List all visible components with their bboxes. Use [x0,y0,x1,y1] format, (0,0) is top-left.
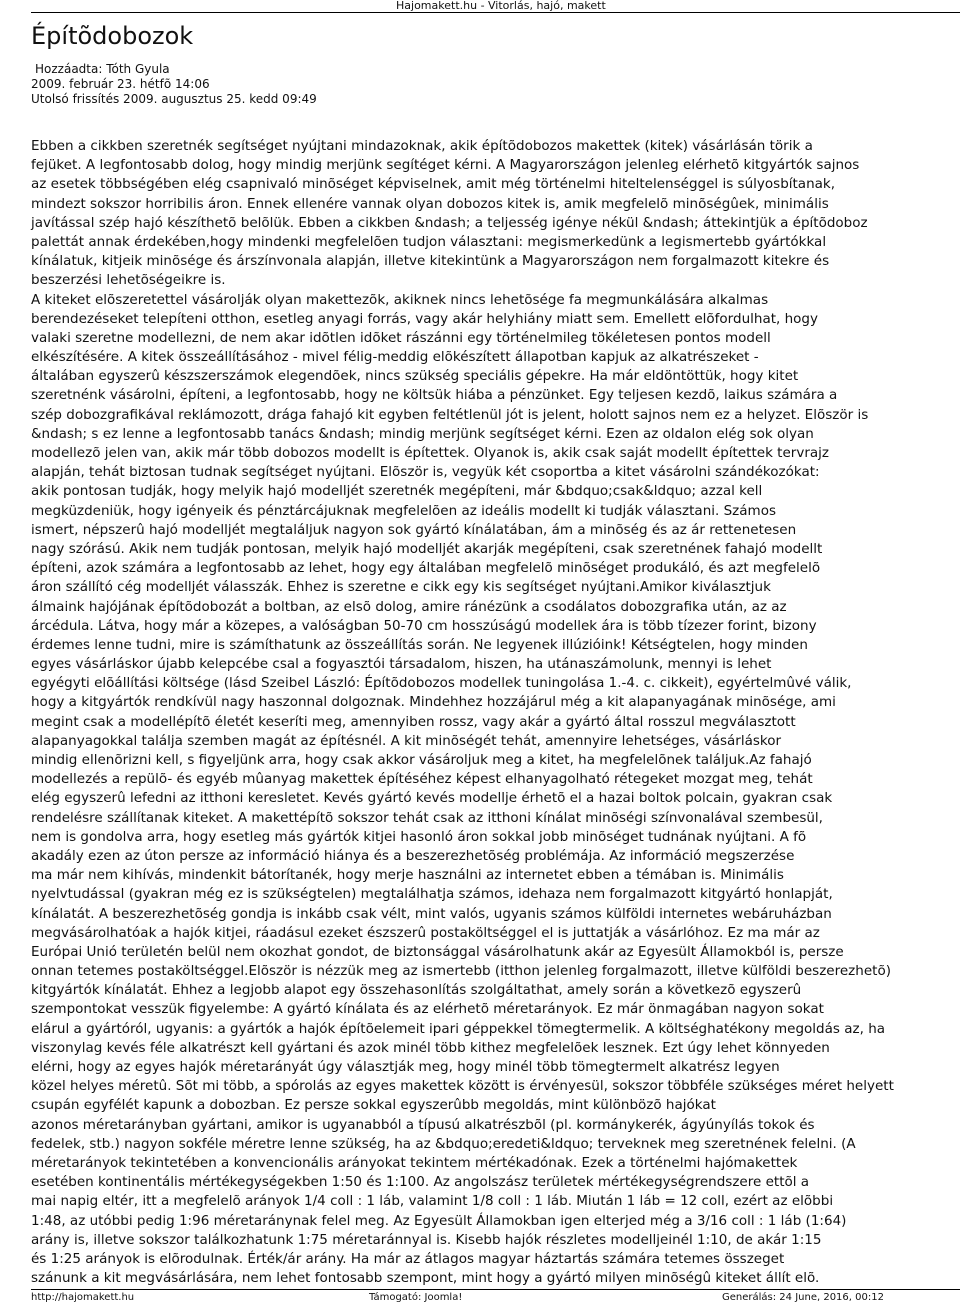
article-line: kínálatát. A beszerezhetõség gondja is inkább csak vélt, mint valós, ugyanis számos külföldi internetes webáruházban [31,905,832,922]
article-line: megint csak a modellépítõ életét keseríti meg, amennyiben rossz, vagy akár a gyártó által rosszul megválasztott [31,713,796,730]
article-created-date: 2009. február 23. hétfõ 14:06 [31,77,210,91]
article-line: &ndash; s ez lenne a legfontosabb tanács &ndash; mindig merjünk segítséget kérni. Ezen az oldalon elég sok olyan [31,425,814,442]
article-line: áron szállító cég modelljét válasszák. Ehhez is szeretne e cikk egy kis segítséget nyújtani.Amikor kiválasztjuk [31,579,771,596]
article-line: szánunk a kit megvásárlására, nem lehet fontosabb szempont, mint hogy a gyártó milyen minõségû kiteket állít elõ. [31,1270,820,1287]
article-line: Ebben a cikkben szeretnék segítséget nyújtani mindazoknak, akik építõdobozos makettek (kitek) vásárlásán törik a [31,138,813,154]
article-line: hogy a kitgyártók rendkívül nagy haszonnal dolgoznak. Mindehhez hozzájárul még a kit alapanyagának minõsége, ami [31,694,836,711]
site-header: Hajomakett.hu - Vitorlás, hajó, makett [396,0,606,12]
article-updated-date: Utolsó frissítés 2009. augusztus 25. kedd 09:49 [31,92,317,106]
article-line: egyes vásárláskor újabb kelepcébe csal a fogyasztói társadalom, hiszen, ha utánaszámolunk, mennyi is lehet [31,656,772,673]
article-line: általában egyszerû készszerszámok elegendõek, nincs szükség speciális gépekre. Ha már eldöntöttük, hogy kitet [31,368,799,385]
article-line: fejüket. A legfontosabb dolog, hogy mindig merjünk segítéget kérni. A Magyarországon jelenleg elérhetõ kitgyártók sajnos [31,157,860,174]
article-title: Építõdobozok [31,22,194,50]
article-line: elkészítésére. A kitek összeállításához - mivel félig-meddig elõkészített állapotban kapjuk az alkatrészeket - [31,349,759,366]
article-line: fedelek, stb.) nagyon sokféle méretre lenne szükség, ha az &bdquo;eredeti&ldquo; terveknek meg szeretnének felelni. (A [31,1135,856,1152]
article-line: akadály ezen az úton persze az információ hiánya és a beszerezhetõség problémája. Az információ megszerzése [31,847,795,864]
article-line: mai napig eltér, itt a megfelelõ arányok 1/4 coll : 1 láb, valamint 1/8 coll : 1 láb. Miután 1 láb = 12 coll, ezért az elõbbi [31,1193,834,1210]
article-line: megküzdeniük, hogy igényeik és pénztárcájuknak megfelelõen az ideális modellt ki tudják választani. Számos [31,502,777,519]
article-line: ma már nem kihívás, mindenkit bátorítanék, hogy merje használni az internetet ebben a témában is. Minimális [31,867,784,884]
header-rule [31,12,960,13]
article-line: méretarányok tekintetében a konvencionális arányokat tekintem mértékadónak. Ezek a történelmi hajómakettek [31,1154,798,1171]
article-line: elég egyszerû lefedni az itthoni keresletet. Kevés gyártó kevés modellje érhetõ el a hazai boltok polcain, gyakran csak [31,790,833,807]
article-line: nyelvtudással (gyakran még ez is szükségtelen) megtalálhatja számos, idehaza nem forgalmazott kitgyártó honlapját, [31,886,833,903]
article-line: mindig ellenõrizni kell, s figyeljünk arra, hogy csak akkor vásároljuk meg a kitet, ha megfelelõnek találjuk.Az fahajó [31,752,812,768]
article-line: esetében kontinentális mértékegységekben 1:50 és 1:100. Az angolszász területek mértékegységrendszere ettõl a [31,1174,810,1191]
article-line: modellezõ jelen van, akik már több dobozos modellt is építettek. Olyanok is, akik csak saját modellt építettek tervrajz [31,445,830,461]
article-line: berendezéseket telepíteni otthon, esetleg anyagi forrás, vagy akár helyhiány miatt sem. Emellett elõfordulhat, hogy [31,310,819,327]
article-line: megvásárolhatóak a hajók kitjei, ráadásul ezeket észszerû postaköltséggel el is juttatják a vásárlóhoz. Ez ma már az [31,924,820,941]
article-line: szempontokat vesszük figyelembe: A gyártó kínálata és az elérhetõ méretarányok. Ez már önmagában nagyon sokat [31,1001,824,1018]
article-line: beszerzési lehetõségeikre is. [31,272,226,289]
article-line: rendelésre szállítanak kiteket. A makettépítõ sokszor tehát csak az itthoni kínálat minõségi színvonalával szembesül, [31,809,823,826]
article-line: viszonylag kevés féle alkatrészt kell gyártani és azok minél több kithez megfelelõek lesznek. Ezt úgy lehet könnyeden [31,1039,830,1056]
footer-generated: Generálás: 24 June, 2016, 00:12 [722,1292,884,1303]
article-line: alapanyagokkal találja szemben magát az építésnél. A kit minõségét tehát, amennyire lehetséges, vásárláskor [31,732,782,749]
article-line: Európai Unió területén belül nem okozhat gondot, de biztonsággal vásárolhatunk akár az Egyesült Államokból is, persze [31,943,844,960]
article-line: akik pontosan tudják, hogy melyik hajó modelljét szeretnék megépíteni, már &bdquo;csak&ldquo; azzal kell [31,483,763,500]
article-line: az esetek többségében elég csapnivaló minõséget képviselnek, amit még történelmi hiteltelenséggel is súlyosbítanak, [31,176,836,193]
article-line: arány is, illetve sokszor találkozhatunk 1:75 méretaránnyal is. Kisebb hajók részletes modelljeinél 1:10, de akár 1:15 [31,1231,822,1248]
article-line: javítással szép hajó készíthetõ belõlük. Ebben a cikkben &ndash; a teljesség igénye nékül &ndash; áttekintjük a építõdoboz [31,214,868,231]
article-line: 1:48, az utóbbi pedig 1:96 méretaránynak felel meg. Az Egyesült Államokban igen elterjed még a 3/16 coll : 1 láb (1:64) [31,1212,847,1229]
article-line: azonos méretarányban gyártani, amikor is ugyanabból a típusú alkatrészbõl (pl. kormánykerék, ágyúnyílás tokok és [31,1116,815,1133]
article-line: onnan tetemes postaköltséggel.Elõször is nézzük meg az ismertebb (itthon jelenleg forgalmazott, illetve külföldi beszerezhetõ) [31,963,891,980]
footer-url: http://hajomakett.hu [31,1292,135,1303]
article-line: árcédula. Látva, hogy már a közepes, a valóságban 50-70 cm hosszúságú modellek ára is több tízezer forint, bizony [31,617,817,634]
article-line: érdemes lenne tudni, mire is számíthatunk az összeállítás során. Ne legyenek illúzióink! Kétségtelen, hogy minden [31,636,808,653]
page-footer [31,1289,960,1303]
article-line: palettát annak érdekében,hogy mindenki megfelelõen tudjon választani: megismerkedünk a legismertebb gyártókkal [31,233,827,250]
article-line: alapján, tehát biztosan tudnak segítséget nyújtani. Elõször is, vegyük két csoportba a kitet vásárolni szándékozókat: [31,464,820,481]
article-body [31,137,960,1288]
article-line: valaki szeretne modellezni, de nem akar idõtlen idõket rászánni egy történelmileg tökéletesen pontos modell [31,329,771,346]
article-line: kitgyártók kínálatát. Ehhez a legjobb alapot egy összehasonlítás szolgáltathat, amely során a következõ egyszerû [31,982,802,999]
article-line: álmaink hajójának építõdobozát a boltban, az elsõ dolog, amire ránézünk a csodálatos dobozgrafika után, az az [31,598,787,615]
article-line: és 1:25 arányok is elõrodulnak. Érték/ár arány. Ha már az átlagos magyar háztartás számára tetemes összeget [31,1250,785,1267]
footer-sponsor: Támogató: Joomla! [369,1292,463,1303]
article-line: nem is gondolva arra, hogy esetleg más gyártók kitjei hasonló áron sokkal jobb minõséget tudnának nyújtani. A fõ [31,828,807,845]
article-line: közel helyes méretû. Sõt mi több, a spórolás az egyes makettek között is érvényesül, sokszor többféle szükséges méret helyett [31,1078,894,1095]
article-meta [31,62,317,107]
article-line: csupán egyfélét kapunk a dobozban. Ez persze sokkal egyszerûbb megoldás, mint különbözõ hajókat [31,1097,716,1114]
article-author: Hozzáadta: Tóth Gyula [35,62,170,76]
article-line: modellezés a repülõ- és egyéb mûanyag makettek építéséhez képest elhanyagolható rétegeket mozgat meg, tehát [31,771,813,788]
article-line: elérni, hogy az egyes hajók méretarányát úgy választják meg, hogy minél több tömegtermelt alkatrész legyen [31,1059,780,1075]
page [31,0,960,1303]
article-line: építeni, azok számára a legfontosabb az lehet, hogy egy általában megfelelõ minõséget produkáló, és azt megfelelõ [31,560,821,577]
article-line: A kiteket elõszeretettel vásárolják olyan makettezõk, akiknek nincs lehetõsége fa megmunkálására alkalmas [31,291,769,308]
article-line: nagy szórású. Akik nem tudják pontosan, melyik hajó modelljét akarják megépíteni, csak szeretnének fahajó modellt [31,540,823,557]
article-line: ismert, népszerû hajó modelljét megtaláljuk nagyon sok gyártó kínálatában, ám a minõség és az ár rettenetesen [31,521,797,538]
article-line: kínálatuk, kitjeik minõsége és árszínvonala alapján, illetve kitekintünk a Magyarországon nem forgalmazott kitekre és [31,253,830,270]
article-line: szép dobozgrafikával reklámozott, drága fahajó kit egyben feltétlenül jót is jelent, holott sajnos nem ez a helyzet. Elõször is [31,406,869,423]
article-line: elárul a gyártóról, ugyanis: a gyártók a hajók építõelemeit ipari géppekkel tömegtermelik. A költséghatékony megoldás az, ha [31,1020,886,1037]
article-line: szeretnénk vásárolni, építeni, a legfontosabb, hogy ne költsük hiába a pénzünket. Egy teljesen kezdõ, laikus számára a [31,387,838,404]
article-line: mindezt sokszor horribilis áron. Ennek ellenére vannak olyan dobozos kitek is, amik megfelelõ minõségûek, minimális [31,195,829,212]
article-line: egyégyti elõállítási költsége (lásd Szeibel László: Építõdobozos modellek tuningolása 1.-4. c. cikkeit), egyértelmûvé válik, [31,675,852,692]
